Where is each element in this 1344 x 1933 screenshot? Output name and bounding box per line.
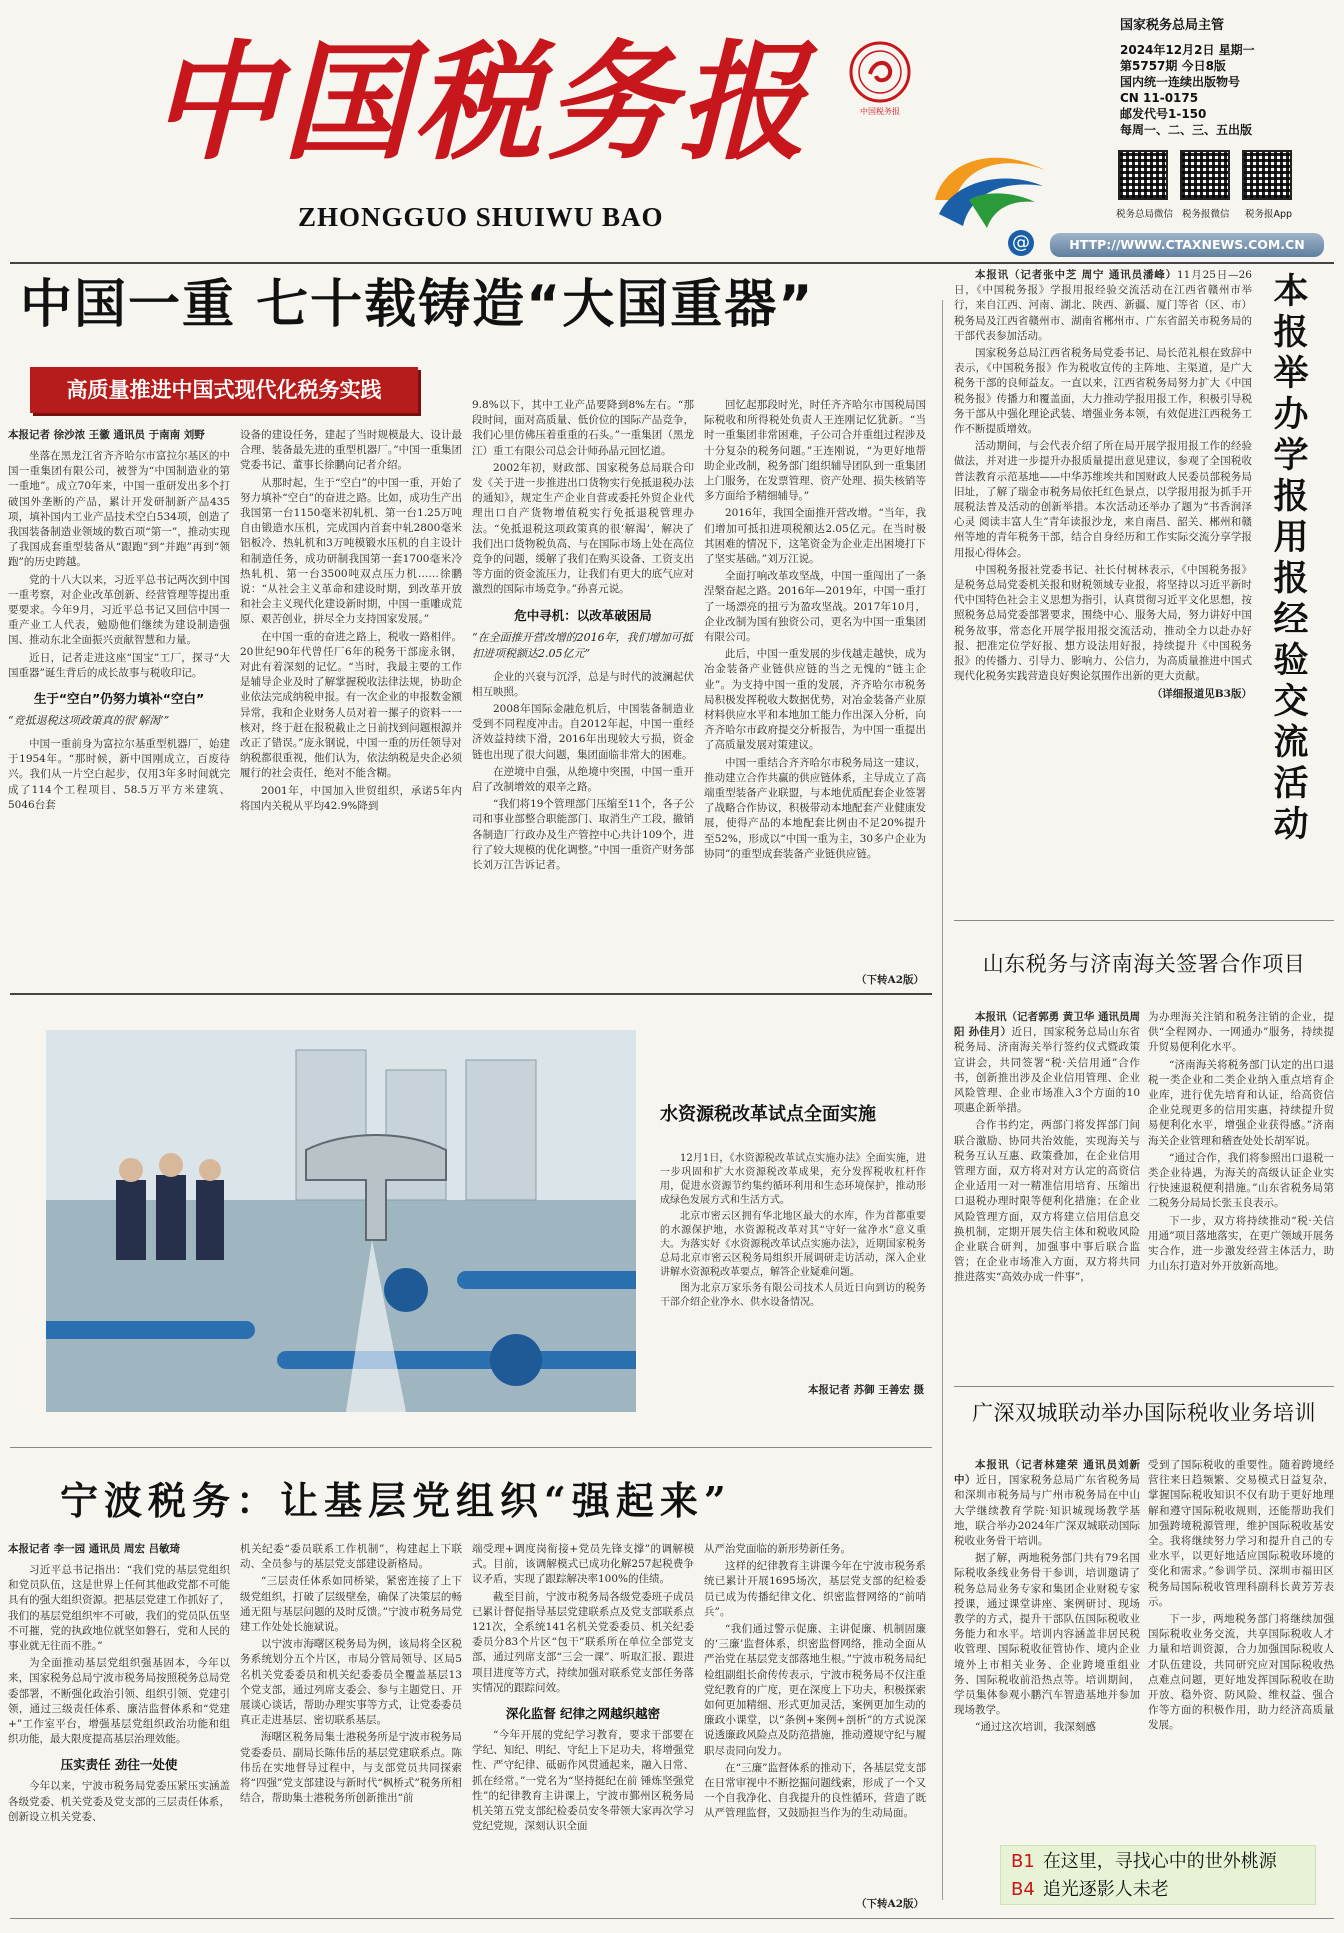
qr-code-1[interactable] (1118, 150, 1168, 200)
ningbo-column-4 (704, 1542, 926, 1892)
lead-paragraph: 2008年国际金融危机后，中国装备制造业受到不同程度冲击。自2012年起，中国一重经济效益持续下滑，2016年出现较大亏损，资金链也出现了很大问题，集团面临非常大的困难。 (472, 703, 694, 761)
guangshen-byline-paragraph (954, 1458, 1140, 1549)
lead-subheading-2: 危中寻机：以改革破困局 (514, 607, 652, 623)
report-paragraph: 中国税务报社党委书记、社长付树林表示，《中国税务报》是税务总局党委机关报和财税领域专业报，将坚持以习近平新时代中国特色社会主义思想为指引，认真贯彻习近平文化思想，按照税务总局党委部署要求，围绕中心、服务大局，努力讲好中国税务故事，常态化开展学报用报交流活动，推动全力以赴办好报、把准定位学好报、想方设法用好报，持续提升《中国税务报》的传播力、引导力、影响力、公信力，为高质量推进中国式现代化税务实践营造良好舆论氛围作出新的更大贡献。 (954, 563, 1252, 683)
cn-number: CN 11-0175 (1120, 91, 1199, 105)
shandong-paragraph: 近日，国家税务总局山东省税务局、济南海关举行签约仪式暨政策宣讲会，共同签署“税·关信用通”合作书，创新推出涉及企业信用管理、企业风险管理、企业市场准入3个方面的10项惠企新举措。 (954, 1026, 1140, 1115)
guangshen-paragraph: 受到了国际税收的重要性。随着跨境经营往来日趋频繁、交易模式日益复杂，掌握国际税收知识不仅有助于更好地理解和遵守国际税收规则，还能帮助我们加强跨境税源管理，维护国际税收基安全。我将继续努力学习和提升自己的专业水平，以更好地适应国际税收环境的变化和需求。”参训学员、深圳市福田区税务局国际税收管理科副科长黄芳芳表示。 (1148, 1459, 1334, 1608)
right-rule-1 (954, 920, 1334, 921)
photo-caption-paragraph: 12月1日，《水资源税改革试点实施办法》全面实施，进一步巩固和扩大水资源税改革成果，充分发挥税收杠杆作用，促进水资源节约集约循环利用和生态环境保护，推动形成绿色发展方式和生活方式。 (660, 1153, 926, 1206)
ningbo-subheading-2: 深化监督 纪律之网越织越密 (505, 1706, 661, 1722)
lead-bottom-rule (10, 993, 932, 995)
lead-paragraph: 坐落在黑龙江省齐齐哈尔市富拉尔基区的中国一重集团有限公司，被誉为“中国制造业的第一重地”。成立70年来，中国一重研发出多个打破国外垄断的产品，累计开发研制新产品435项，填补国内工业产品技术空白534项，创造了我国装备制造业领域的数百项“第一”，推动实现了我国成套重型装备从“跟跑”到“并跑”再到“领跑”的历史跨越。 (8, 450, 230, 569)
vertical-divider (942, 300, 943, 1900)
shandong-paragraph: “济南海关将税务部门认定的出口退税一类企业和二类企业纳入重点培育企业库，进行优先培育和认证，给高资信企业兑现更多的信用实惠，持续提升贸易便利化水平，增强企业获得感。”济南海关企业管理和稽查处处长胡军说。 (1148, 1058, 1334, 1147)
report-vertical-title: 本报举办学报用报经验交流活动 (1268, 272, 1308, 846)
lead-paragraph: 从那时起，生于“空白”的中国一重，开始了努力填补“空白”的奋进之路。比如，成功生产出我国第一台1150毫米初轧机、第一台1.25万吨自由锻造水压机，完成国内首套中轧2800毫米铝板冷、热轧机和3万吨模锻水压机的自主设计和制造任务，成功研制我国第一套1700毫米冷热轧机、第一台3500吨双点压力机……徐鹏说：“从社会主义革命和建设时期，到改革开放和社会主义现代化建设新时期，中国一重雕成荒原、艰苦创业，拼尽全力支持国家发展。” (240, 476, 462, 626)
lead-paragraph: 中国一重结合齐齐哈尔市税务局这一建议，推动建立合作共赢的供应链体系，主导成立了高端重型装备产业联盟，与本地优质配套企业签署了战略合作协议，积极带动本地配套产业健康发展，使得产品的本地配套比例由不足20%提升至52%，形成以“中国一重为主，30多户企业为协同”的重型成套装备产业链供应链。 (704, 756, 926, 860)
postal-code: 邮发代号1-150 (1120, 107, 1207, 121)
supervisor: 国家税务总局主管 (1120, 18, 1225, 33)
lead-paragraph: 设备的建设任务，建起了当时规模最大、设计最合理、装备最先进的重型机器厂。”中国一重集团党委书记、董事长徐鹏向记者介绍。 (240, 429, 462, 472)
ningbo-paragraph: 习近平总书记指出：“我们党的基层党组织和党员队伍，这是世界上任何其他政党都不可能具有的强大组织资源。把基层党建工作抓好了，我们的基层党组织牢不可破，我们的党员队伍坚不可摧，党的执政地位就坚如磐石，党和人民的事业就无往而不胜。” (8, 1564, 230, 1653)
issue-line: 第5757期 今日8版 (1120, 59, 1226, 73)
lead-paragraph: 回忆起那段时光，时任齐齐哈尔市国税局国际税收和所得税处负责人王连刚记忆犹新。“当时一重集团非常困难，子公司合并重组过程涉及十分复杂的税务问题。”王连刚说，“为更好地帮助企业改制，税务部门组织辅导团队到一重集团上门服务，在发票管理、资产处理、损失核销等多方面给予精细辅导。” (704, 399, 926, 503)
lead-paragraph: 2001年，中国加入世贸组织，承诺5年内将国内关税从平均42.9%降到 (240, 784, 462, 812)
ningbo-paragraph: 海曙区税务局集士港税务所是宁波市税务局党委委员、副局长陈伟岳的基层党建联系点。陈伟岳在实地督导过程中，与支部党员共同探索将“四强”党支部建设与新时代“枫桥式”税务所相结合，帮助集士港税务所创新推出“前 (240, 1731, 462, 1805)
photo-bottom-rule (10, 1447, 932, 1448)
qr-label-2: 税务报微信 (1182, 209, 1230, 220)
masthead-info (1120, 18, 1330, 138)
ningbo-paragraph: 为全面推动基层党组织强基固本，今年以来，国家税务总局宁波市税务局按照税务总局党委部署，不断强化政治引领、组织引领、党建引领，通过三级责任体系、廉洁监督体系和“党建+”工作室平台，增强基层党组织政治功能和组织功能，最大限度提高基层治理效能。 (8, 1657, 230, 1746)
lead-paragraph: “我们将19个管理部门压缩至11个，各子公司和事业部整合职能部门、取消生产工段，撤销各制造厂行政办及生产管控中心共计109个，进行了较大规模的优化调整。”中国一重资产财务部长刘万江告诉记者。 (472, 798, 694, 872)
right-rule-2 (954, 1386, 1334, 1387)
index-item-b4[interactable] (1011, 1876, 1305, 1904)
lead-paragraph: 2016年，我国全面推开营改增。“当年，我们增加可抵扣进项税额达2.05亿元。在当时极其困难的情况下，这笔资金为企业走出困境打下了坚实基础。”刘万江说。 (704, 507, 926, 566)
shandong-byline-paragraph (954, 1010, 1140, 1116)
report-story-body (954, 268, 1252, 890)
ningbo-paragraph: “今年开展的党纪学习教育，要求干部要在学纪、知纪、明纪、守纪上下足功夫，将增强党性、严守纪律、砥砺作风贯通起来，融入日常、抓在经常。”一党名为“坚持挺纪在前 锤炼坚强党性”的纪律教育主讲课上，宁波市鄞州区税务局机关第五党支部纪检委员安冬带领大家再次学习党纪党规，深刻认识全面 (472, 1729, 694, 1833)
lead-column-3 (472, 398, 694, 988)
lead-paragraph: 在逆境中自强，从绝境中突围，中国一重开启了改制增效的艰辛之路。 (472, 765, 694, 794)
index-item-b1[interactable] (1011, 1848, 1305, 1876)
shandong-column-1 (954, 1010, 1140, 1378)
guangshen-paragraph: 近日，国家税务总局广东省税务局和深圳市税务局与广州市税务局在中山大学继续教育学院·知识城现场教学基地，联合举办2024年广深双城联动国际税收业务骨干培训。 (954, 1474, 1140, 1548)
qr-code-2[interactable] (1180, 150, 1230, 200)
photo-caption-paragraph: 北京市密云区拥有华北地区最大的水库，作为首都重要的水源保护地，水资源税改革对其“守好一盆净水”意义重大。为落实好《水资源税改革试点实施办法》，近期国家税务总局北京市密云区税务局组织开展调研走访活动，深入企业讲解水资源税改革要点，解答企业疑难问题。 (660, 1211, 926, 1278)
photo-caption (660, 1152, 926, 1377)
index-code-b4: B4 (1011, 1879, 1035, 1900)
masthead-rule (10, 262, 1334, 264)
lead-paragraph: 党的十八大以来，习近平总书记两次到中国一重考察，对企业改革创新、经营管理等提出重要要求。今年9月，习近平总书记又回信中国一重产业工人代表，勉励他们继续为建设制造强国、推动东北全面振兴贡献智慧和力量。 (8, 573, 230, 647)
ningbo-byline: 本报记者 李一园 通讯员 周宏 吕敏琦 (8, 1543, 181, 1555)
index-code-b1: B1 (1011, 1851, 1035, 1872)
masthead-pinyin: ZHONGGUO SHUIWU BAO (298, 202, 664, 232)
report-ref-note[interactable]: （详细报道见B3版） (1151, 688, 1252, 701)
lead-subheading-1: 生于“空白”仍努力填补“空白” (33, 691, 205, 707)
lead-paragraph: 此后，中国一重发展的步伐越走越快，成为冶金装备产业链供应链的当之无愧的“链主企业”。为支持中国一重的发展，齐齐哈尔市税务局积极发挥税收大数据优势，对冶金装备产业原材料供应水平和本地加工能力作出深入分析，向齐齐哈尔市政府提交分析报告，为中国一重提出了高质量发展对策建议。 (704, 648, 926, 752)
ningbo-paragraph: 今年以来，宁波市税务局党委压紧压实涵盖各级党委、机关党委及党支部的三层责任体系，创新设立机关党委、 (8, 1780, 230, 1823)
guangshen-column-1 (954, 1458, 1140, 1833)
seal-text: 中国税务报 (860, 107, 900, 116)
qr-label-1: 税务总局微信 (1116, 209, 1174, 220)
report-byline-paragraph (954, 268, 1252, 344)
ningbo-column-2 (240, 1542, 462, 1912)
lead-column-1 (8, 428, 230, 988)
qr-label-3: 税务报App (1245, 209, 1293, 220)
lead-paragraph: 近日，记者走进这座“国宝”工厂，探寻“大国重器”诞生背后的成长故事与税收印记。 (8, 651, 230, 679)
ningbo-paragraph: 端受理+调度岗衔接+党员先锋支撑”的调解模式。目前，该调解模式已成功化解257起税费争议矛盾，实现了跟踪解决率100%的佳绩。 (472, 1543, 694, 1586)
photo-headline: 水资源税改革试点全面实施 (660, 1104, 876, 1125)
lead-byline: 本报记者 徐沙浓 王徽 通讯员 于南南 刘野 (8, 429, 205, 441)
ningbo-column-3 (472, 1542, 694, 1912)
shandong-paragraph: “通过合作，我们将参照出口退税一类企业待遇，为海关的高级认证企业实行快速退税便利措施。”山东省税务局第二税务分局局长张玉良表示。 (1148, 1151, 1334, 1210)
shandong-byline: 本报讯（记者郭勇 黄卫华 通讯员周阳 孙佳月） (954, 1011, 1140, 1039)
ningbo-paragraph: 这样的纪律教育主讲课今年在宁波市税务系统已累计开展1695场次，基层党支部的纪检委员已成为传播纪律文化、织密监督网络的“前哨兵”。 (704, 1560, 926, 1618)
report-paragraph: 11月25日—26日，《中国税务报》学报用报经验交流活动在江西省赣州市举行，来自江西、河南、湖北、陕西、新疆、厦门等省（区、市）税务局及江西省赣州市、湖南省郴州市、广东省韶关市税务局的干部代表参加活动。 (954, 269, 1252, 342)
photo-caption-paragraph: 图为北京万家乐务有限公司技术人员近日向到访的税务干部介绍企业净水、供水设备情况。 (660, 1283, 926, 1308)
lead-banner: 高质量推进中国式现代化税务实践 (30, 367, 418, 413)
guangshen-paragraph: 下一步，两地税务部门将继续加强国际税收业务交流，共享国际税收人才力量和培训资源，合力加强国际税收人才队伍建设，共同研究应对国际税收热点难点问题，更好地发挥国际税收在助开放、稳外资、防风险、维权益、强合作等方面的积极作用，助力经济高质量发展。 (1148, 1613, 1334, 1732)
guangshen-paragraph: 据了解，两地税务部门共有79名国际税收条线业务骨干参训，培训邀请了税务总局业务专家和集团企业财税专家授课，通过课堂讲座、案例研讨、现场教学的方式，提升干部队伍国际税收业务能力和水平。培训内容涵盖非居民税收管理、国际税收征管协作、境内企业境外上市相关业务、企业跨境重组业务、国际税收前沿热点等。培训期间，学员集体参观小鹏汽车智造基地并参加现场教学。 (954, 1552, 1140, 1717)
report-byline: 本报讯（记者张中芝 周宁 通讯员潘峰） (975, 269, 1177, 281)
ningbo-paragraph: 机关纪委“委员联系工作机制”，构建起上下联动、全员参与的基层党支部建设新格局。 (240, 1543, 462, 1571)
lead-paragraph: 企业的兴衰与沉浮，总是与时代的波澜起伏相互映照。 (472, 670, 694, 698)
qr-code-3[interactable] (1242, 150, 1292, 200)
index-box (1000, 1845, 1316, 1905)
lead-quote-2: “在全面推开营改增的2016年，我们增加可抵扣进项税额达2.05亿元” (472, 630, 693, 660)
report-paragraph: 国家税务总局江西省税务局党委书记、局长范礼根在致辞中表示，《中国税务报》作为税收宣传的主阵地、主渠道，是广大税务干部的良师益友。一直以来，江西省税务局努力扩大《中国税务报》传播力和覆盖面，大力推动学报用报工作，积极引导税务干部从中强化理论武装、增强业务本领，有效促进江西税务工作不断提质增效。 (954, 347, 1252, 436)
guangshen-headline: 广深双城联动举办国际税收业务培训 (972, 1401, 1316, 1425)
lead-continue-note[interactable]: （下转A2版） (856, 974, 924, 986)
seal-logo (848, 40, 912, 104)
lead-paragraph: 全面打响改革攻坚战，中国一重闯出了一条涅槃奋起之路。2016年—2019年，中国一重打了一场漂亮的扭亏为盈攻坚战。2017年10月，企业改制为国有独资公司，更名为中国一重集团有限公司。 (704, 570, 926, 644)
at-icon: @ (1008, 230, 1034, 256)
shandong-headline: 山东税务与济南海关签署合作项目 (982, 952, 1306, 976)
ningbo-paragraph: 从严治党面临的新形势新任务。 (704, 1543, 851, 1555)
shandong-column-2 (1148, 1010, 1334, 1378)
lead-paragraph: 2002年初，财政部、国家税务总局联合印发《关于进一步推进出口货物实行免抵退税办法的通知》，规定生产企业自营或委托外贸企业代理出口自产货物增值税实行免抵退税管理办法。“免抵退税这项政策真的很‘解渴’，解决了我们出口货物税负高、与在国际市场上处在高位竞争的问题，缓解了我们在购买设备、工资支出等方面的资金流压力，让我们有更大的底气应对激烈的国际市场竞争。”孙喜元说。 (472, 461, 694, 596)
website-bar[interactable]: HTTP://WWW.CTAXNEWS.COM.CN (1050, 233, 1324, 257)
ningbo-continue-note[interactable]: （下转A2版） (856, 1898, 924, 1910)
lead-paragraph: 9.8%以下，其中工业产品要降到8%左右。“那段时间，面对高质量、低价位的国际产品竞争，我们心里仿佛压着重重的石头。”一重集团（黑龙江）重工有限公司总会计师孙晶元回忆道。 (472, 399, 694, 457)
ningbo-paragraph: “三层责任体系如同桥梁，紧密连接了上下级党组织，打破了层级壁垒，确保了决策层的畅通无阻与基层问题的及时反馈。”宁波市税务局党建工作处处长施斌说。 (240, 1575, 462, 1634)
guangshen-byline: 本报讯（记者林建荣 通讯员刘新中） (954, 1459, 1140, 1487)
ningbo-headline: 宁波税务：让基层党组织“强起来” (60, 1478, 732, 1523)
lead-headline: 中国一重 七十载铸造“大国重器” (20, 275, 815, 335)
ningbo-paragraph: 以宁波市海曙区税务局为例，该局将全区税务系统划分五个片区，市局分管局领导、区局5名机关党委委员和机关纪委委员全覆盖基层13个党支部，通过列席支委会、参与主题党日、开展谈心谈话，帮助办理实事等方式，让党委委员真正走进基层、密切联系基层。 (240, 1638, 462, 1727)
ningbo-paragraph: 截至目前，宁波市税务局各级党委班子成员已累计督促指导基层党建联系点及党支部联系点121次，全系统141名机关党委委员、机关纪委委员分83个片区“包干”联系所在单位全部党支部，通过列席支部“三会一课”、听取汇报、跟进项目进度等方式，持续加强对联系党支部任务落实情况的跟踪问效。 (472, 1590, 694, 1694)
report-paragraph: 活动期间，与会代表介绍了所在局开展学报用报工作的经验做法，并对进一步提升办报质量提出意见建议，参观了全国税收普法教育示范基地——中华苏维埃共和国财政人民委员部税务局旧址，了解了瑞金市税务局依托红色景点，以学报用报为抓手开展税法普及活动的创新举措。本次活动还举办了题为“书香润泽心灵 阅读丰富人生”青年读报沙龙，来自南昌、韶关、郴州和赣州等地的青年税务干部，结合自身经历和工作实际交流分享学报用报心得体会。 (954, 440, 1252, 559)
photo-water-faucet (46, 1030, 636, 1412)
lead-quote-1: “竞抵退税这项政策真的很‘解渴’” (8, 714, 170, 728)
swirl-logo (925, 140, 1055, 250)
shandong-paragraph: 下一步，双方将持续推动“税·关信用通”项目落地落实，在更广领域开展务实合作，进一步激发经营主体活力，助力山东打造对外开放新高地。 (1148, 1214, 1334, 1273)
ningbo-subheading-1: 压实责任 劲往一处使 (60, 1757, 178, 1773)
guangshen-paragraph: “通过这次培训，我深刻感 (975, 1721, 1096, 1734)
lead-paragraph: 中国一重前身为富拉尔基重型机器厂，始建于1954年。“那时候，新中国刚成立，百废待兴。我们从一片空白起步，仅用3年多时间就完成了114个工程项目、58.5万平方米建筑、5046台套 (8, 738, 230, 811)
guangshen-column-2 (1148, 1458, 1334, 1833)
masthead-title: 中国税务报 (150, 28, 811, 178)
lead-column-2 (240, 428, 462, 988)
page-bottom-rule (10, 1918, 1334, 1919)
ningbo-paragraph: “我们通过警示促廉、主讲促廉、机制固廉的‘三廉’监督体系，织密监督网络，推动全面从严治党在基层党支部落地生根。”宁波市税务局纪检组副组长俞传传表示，宁波市税务局不仅注重党纪教育的广度，更在深度上下功夫，积极探索如何更加精细、形式更加灵活，案例更加生动的廉政小课堂，以“条例+案例+剖析”的方式说深说透廉政风险点及防范措施，推动遵规守纪与履职尽责同向发力。 (704, 1623, 926, 1757)
index-text-b4: 追光逐影人未老 (1042, 1879, 1169, 1900)
photo-credit: 本报记者 苏御 王善宏 摄 (808, 1384, 924, 1396)
lead-paragraph: 在中国一重的奋进之路上，税收一路相伴。20世纪90年代曾任厂6年的税务干部庞永钢，对此有着深刻的记忆。“当时，我最主要的工作是辅导企业及时了解掌握税收法律法规，协助企业依法完成纳税申报。有一次企业的申报数金额异常，我和企业财务人员对着一摞子的资料一一核对，终于赶在报税截止之日前找到问题根源并改正了错误。”庞永钢说，中国一重的历任领导对纳税都很重视，他们认为，依法纳税是央企必须履行的社会责任，绝对不能含糊。 (240, 630, 462, 780)
serial-label: 国内统一连续出版物号 (1120, 75, 1241, 89)
lead-column-4 (704, 398, 926, 970)
schedule: 每周一、二、三、五出版 (1120, 123, 1253, 137)
index-text-b1: 在这里，寻找心中的世外桃源 (1042, 1851, 1277, 1872)
ningbo-column-1 (8, 1542, 230, 1912)
shandong-paragraph: 为办理海关注销和税务注销的企业，提供“全程网办、一网通办”服务，持续提升贸易便利化水平。 (1148, 1011, 1334, 1054)
ningbo-paragraph: 在“三廉”监督体系的推动下，各基层党支部在日常审视中不断挖掘问题线索，形成了一个又一个自我净化、自我提升的良性循环，营造了既从严管理监督，又鼓励担当作为的生动局面。 (704, 1761, 926, 1820)
shandong-paragraph: 合作书约定，两部门将发挥部门间联合激励、协同共治效能，实现海关与税务互认互惠、政策叠加，在企业信用管理方面，双方将对对方认定的高资信企业适用一对一精准信用培育、压缩出口退税办理时限等便利化措施；在企业风险管理方面，双方将建立信用信息交换机制，定期开展失信主体和税收风险企业联合研判，加强事中事后联合监管；在企业市场准入方面，双方将共同推进落实“高效办成一件事”， (954, 1119, 1140, 1284)
date-line: 2024年12月2日 星期一 (1120, 43, 1255, 57)
